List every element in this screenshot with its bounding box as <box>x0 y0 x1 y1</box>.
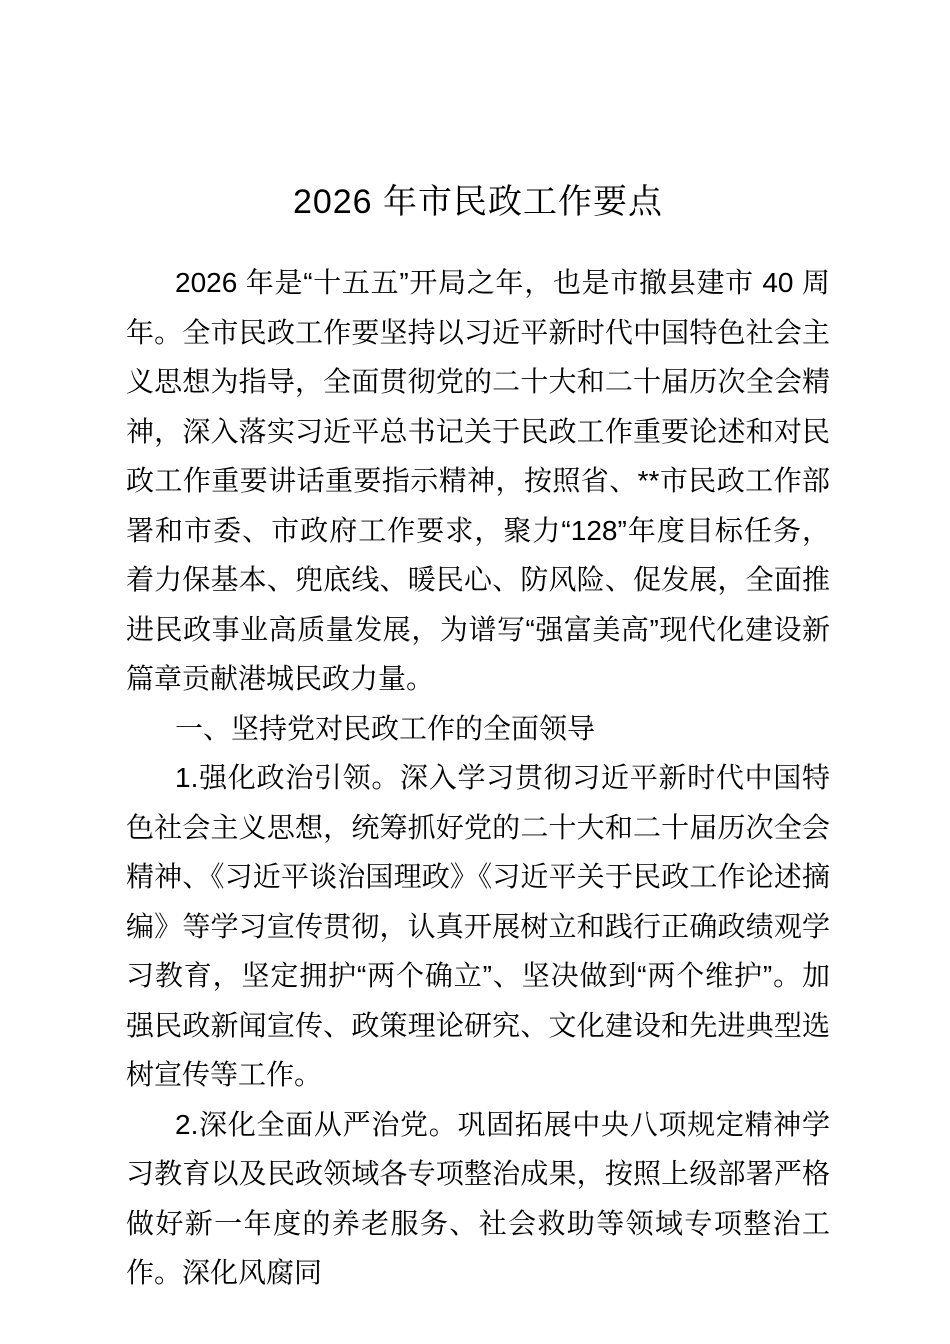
paragraph-intro: 2026 年是“十五五”开局之年，也是市撤县建市 40 周年。全市民政工作要坚持以习近平新时代中国特色社会主义思想为指导，全面贯彻党的二十大和二十届历次全会精神，深入落实习近平总书记关于民政工作重要论述和对民政工作重要讲话重要指示精神，按照省、**市民政工作部署和市委、市政府工作要求，聚力“128”年度目标任务，着力保基本、兜底线、暖民心、防风险、促发展，全面推进民政事业高质量发展，为谱写“强富美高”现代化建设新篇章贡献港城民政力量。 <box>126 267 830 694</box>
paragraph-item-2: 2.深化全面从严治党。巩固拓展中央八项规定精神学习教育以及民政领域各专项整治成果，按照上级部署严格做好新一年度的养老服务、社会救助等领域专项整治工作。深化风腐同 <box>126 1108 830 1288</box>
paragraph-item-1: 1.强化政治引领。深入学习贯彻习近平新时代中国特色社会主义思想，统筹抓好党的二十大和二十届历次全会精神、《习近平谈治国理政》《习近平关于民政工作论述摘编》等学习宣传贯彻，认真开展树立和践行正确政绩观学习教育，坚定拥护“两个确立”、坚决做到“两个维护”。加强民政新闻宣传、政策理论研究、文化建设和先进典型选树宣传等工作。 <box>126 762 830 1090</box>
section-heading-1: 一、坚持党对民政工作的全面领导 <box>175 712 596 744</box>
document-title: 2026 年市民政工作要点 <box>292 183 664 221</box>
